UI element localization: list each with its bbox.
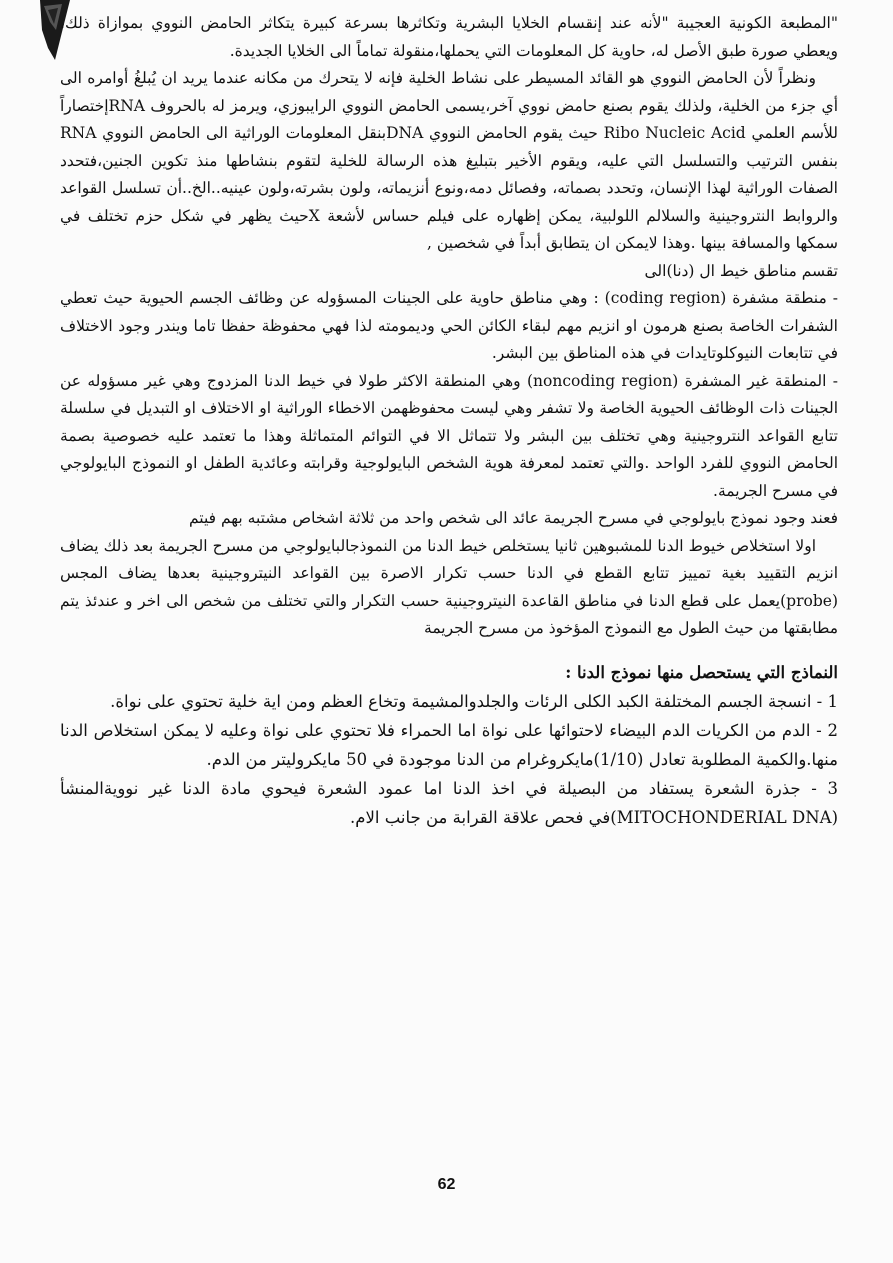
page-number: 62 bbox=[437, 1176, 456, 1193]
section-heading: النماذج التي يستحصل منها نموذج الدنا : bbox=[565, 662, 838, 682]
list-item: 2 - الدم من الكريات الدم البيضاء لاحتوائها على نواة اما الحمراء فلا تحتوي على نواة وعليه لا يمكن استخلاص الدنا منها.والكمية المطلوبة تعادل (1/10)مايكروغرام من الدنا موجودة في 50 مايكروليتر من الدم. bbox=[60, 720, 838, 769]
paragraph-crime-scene: فعند وجود نموذج بايولوجي في مسرح الجريمة عائد الى شخص واحد من ثلاثة اشخاص مشتبه بهم فيتم bbox=[188, 509, 838, 527]
paragraph-rna: ونظراً لأن الحامض النووي هو القائد المسيطر على نشاط الخلية فإنه لا يتحرك من مكانه عندما يريد ان يُبلغُ أوامره الى أي جزء من الخلية، ولذلك يقوم بصنع حامض نووي آخر،يسمى الحامض النووي الرايبوزي، ويرمز له بالحروف RNAإختصاراً للأسم العلمي Ribo Nucleic Acid حيث يقوم الحامض النووي DNAبنقل المعلومات الوراثية الى الحامض النووي RNA بنفس الترتيب والتسلسل التي عليه، ويقوم الأخير بتبليغ هذه الرسالة للخلية لتقوم بنشاطها منذ تكوين الجنين،فتحدد الصفات الوراثية لهذا الإنسان، وتحدد بصماته، وفصائل دمه،ونوع أنزيماته، ولون بشرته،ولون عينيه..الخ..أن تسلسل القواعد والروابط النتروجينية والسلالم اللولبية، يمكن إظهاره على فيلم حساس لأشعة Xحيث يظهر في شكل حزم تختلف في سمكها والمسافة بينها .وهذا لايمكن ان يتطابق أبداً في شخصين , bbox=[60, 69, 839, 252]
paragraph-procedure: اولا استخلاص خيوط الدنا للمشبوهين ثانيا يستخلص خيط الدنا من النموذجالبايولوجي من مسرح الجريمة بعد ذلك يضاف انزيم التقييد بغية تمييز تتابع القطع في الدنا حسب تكرار الاصرة بين القواعد النيتروجينية بعدها يضاف المجس (probe)يعمل على قطع الدنا في مناطق القاعدة النيتروجينية حسب التكرار والتي تختلف من شخص الى اخر و عندئذ يتم مطابقتها من حيث الطول مع النموذج المؤخوذ من مسرح الجريمة bbox=[60, 536, 838, 637]
list-item: 1 - انسجة الجسم المختلفة الكبد الكلى الرئات والجلدوالمشيمة وتخاع العظم ومن اية خلية تحتوي على نواة. bbox=[110, 691, 838, 711]
list-item: 3 - جذرة الشعرة يستفاد من البصيلة في اخذ الدنا اما عمود الشعرة فيحوي مادة الدنا غير نوويةالمنشأ (MITOCHONDERIAL DNA)في فحص علاقة القرابة من جانب الام. bbox=[60, 778, 838, 827]
paragraph-intro: "المطبعة الكونية العجيبة "لأنه عند إنقسام الخلايا البشرية وتكاثرها بسرعة كبيرة يتكاثر الحامض النووي بموازاة ذلك، ويعطي صورة طبق الأصل له، حاوية كل المعلومات التي يحملها،منقولة تماماً الى الخلايا الجديدة. bbox=[60, 14, 838, 60]
document-body bbox=[60, 10, 838, 832]
paragraph-regions-intro: تقسم مناطق خيط ال (دنا)الى bbox=[644, 261, 838, 280]
paragraph-coding-region: - منطقة مشفرة (coding region) : وهي مناطق حاوية على الجينات المسؤوله عن وظائف الجسم الحيوية حيث تعطي الشفرات الخاصة بصنع هرمون او انزيم مهم لبقاء الكائن الحي وديمومته لذا فهي محفوظة حفظا تاما ويندر وجود الاختلاف في تتابعات النيوكلوتايدات في هذه المناطق بين البشر. bbox=[60, 289, 839, 362]
paragraph-noncoding-region: - المنطقة غير المشفرة (noncoding region) وهي المنطقة الاكثر طولا في خيط الدنا المزدوج وهي غير مسؤوله عن الجينات ذات الوظائف الحيوية الخاصة ولا تشفر وهي ليست محفوظهمن الاخطاء الوراثية او الاختلاف او التبديل في سلسلة تتابع القواعد النتروجينية وهي تختلف بين البشر ولا تتماثل الا في التوائم المتماثلة وهذا ما تعتمد عليه خصوصية بصمة الحامض النووي للفرد الواحد .والتي تعتمد لمعرفة هوية الشخص البايولوجية وقرابته وعائدية الطفل او النموذج البايولوجي في مسرح الجريمة. bbox=[60, 371, 838, 500]
